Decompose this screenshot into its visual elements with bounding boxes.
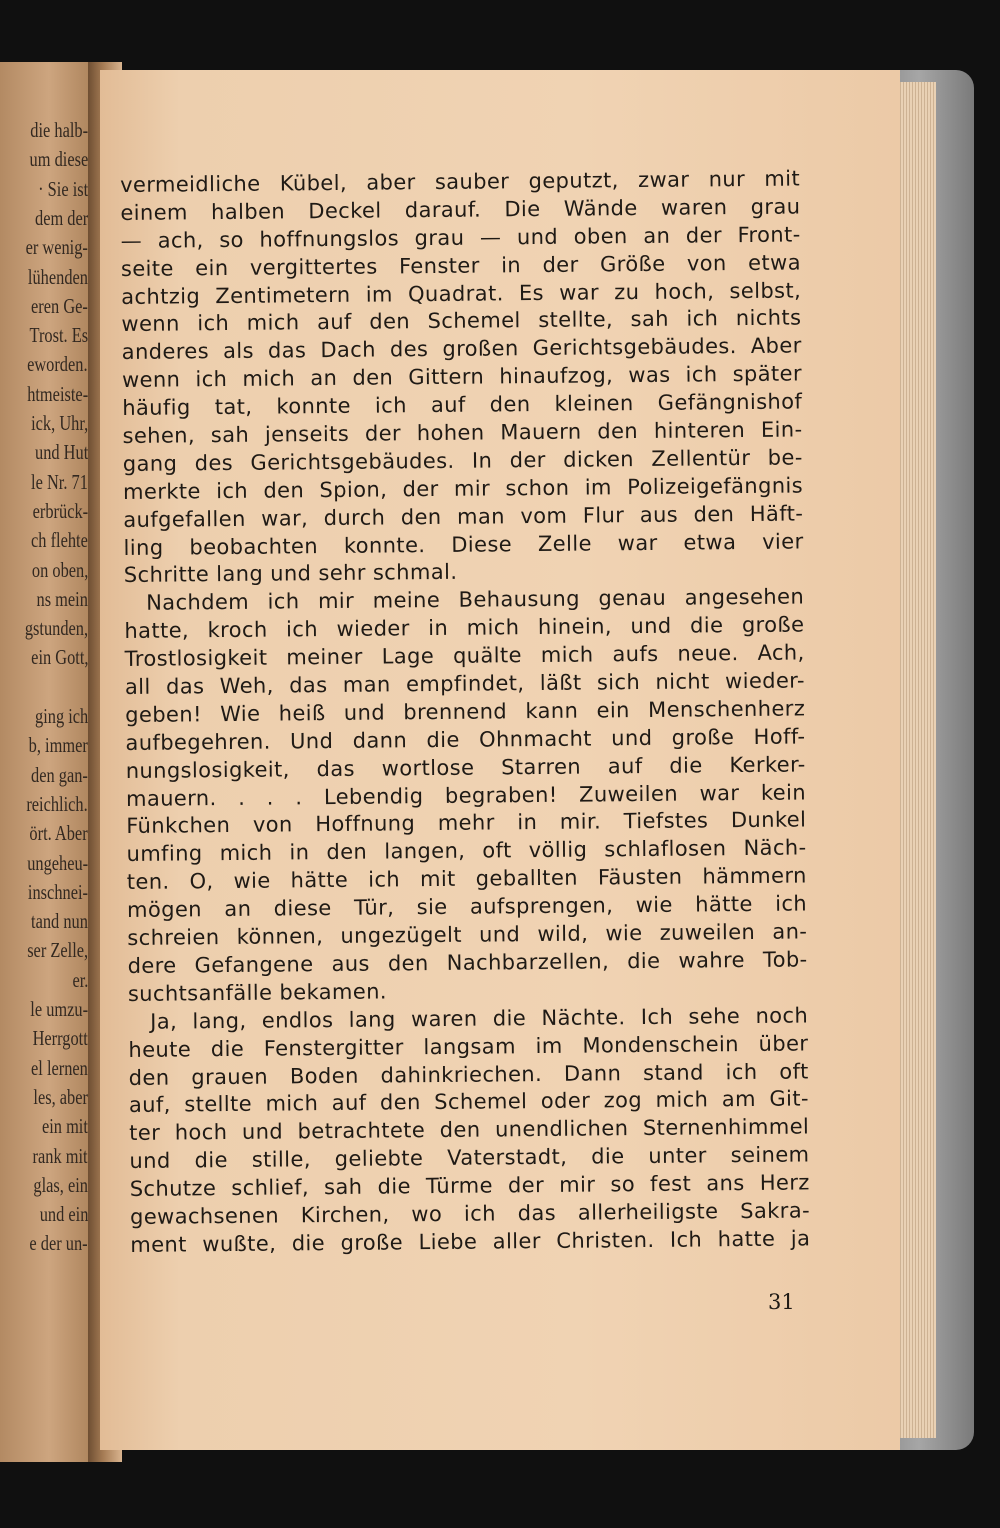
previous-page-line: inschnei- — [27, 879, 88, 904]
text-line: wenn ich mich auf den Schemel stellte, sah ich nichts — [121, 305, 802, 337]
text-line: nungslosigkeit, das wortlose Starren auf die Kerker- — [125, 752, 806, 783]
text-line: Fünkchen von Hoffnung mehr in mir. Tiefstes Dunkel — [126, 807, 807, 839]
previous-page-line: und Hut — [34, 440, 88, 465]
page-number: 31 — [768, 1290, 795, 1314]
previous-page-line: les, aber — [33, 1084, 88, 1109]
text-line: häufig tat, konnte ich auf den kleinen Gefängnishof — [122, 389, 803, 421]
text-line: Nachdem ich mir meine Behausung genau angesehen — [146, 584, 805, 616]
previous-page-line: um diese — [29, 147, 88, 172]
text-line: mauern. . . . Lebendig begraben! Zuweilen war kein — [125, 780, 807, 811]
previous-page-line: on oben, — [31, 557, 88, 582]
text-line: mögen an diese Tür, sie aufsprengen, wie hätte ich — [126, 891, 808, 923]
page-text — [120, 165, 810, 1259]
text-line: suchtsanfälle bekamen. — [127, 979, 388, 1006]
previous-page-line: ch flehte — [31, 528, 88, 553]
text-line: sehen, sah jenseits der hohen Mauern den hinteren Ein- — [122, 417, 803, 449]
previous-page-line: die halb- — [30, 118, 88, 142]
previous-page-line: ein mit — [42, 1114, 88, 1139]
previous-page-line: erbrück- — [32, 498, 88, 523]
previous-page-line: Trost. Es — [29, 323, 88, 348]
text-line: Trostlosigkeit meiner Lage quälte mich aufs neue. Ach, — [124, 640, 805, 672]
previous-page-line: ick, Uhr, — [30, 411, 88, 435]
text-line: auf, stellte mich auf den Schemel oder zog mich am Git- — [128, 1086, 810, 1118]
text-line: hatte, kroch ich wieder in mich hinein, und die große — [124, 612, 805, 644]
previous-page-line: gstunden, — [24, 616, 88, 641]
text-line: Schutze schlief, sah die Türme der mir so fest ans Herz — [129, 1170, 810, 1202]
previous-page-line: tand nun — [31, 909, 88, 934]
previous-page-edge — [0, 62, 98, 1462]
text-line: und die stille, geliebte Vaterstadt, die unter seinem — [129, 1142, 810, 1174]
previous-page-line: eren Ge- — [31, 293, 88, 318]
text-line: vermeidliche Kübel, aber sauber geputzt, zwar nur mit — [120, 166, 801, 197]
previous-page-line: · Sie ist — [37, 176, 88, 201]
text-line: umfing mich in den langen, oft völlig schlaflosen Näch- — [126, 835, 807, 867]
previous-page-line: den gan- — [31, 762, 88, 787]
text-line: all das Weh, das man empfindet, läßt sich nicht wieder- — [124, 668, 806, 700]
text-line: wenn ich mich an den Gittern hinaufzog, was ich später — [121, 361, 803, 393]
text-line: gewachsenen Kirchen, wo ich das allerheiligste Sakra- — [129, 1198, 811, 1229]
previous-page-line: ser Zelle, — [27, 938, 88, 963]
previous-page-line: htmeiste- — [27, 381, 88, 406]
text-line: Ja, lang, endlos lang waren die Nächte. Ich sehe noch — [150, 1003, 809, 1034]
previous-page-line: dem der — [34, 205, 88, 230]
text-line: Schritte lang und sehr schmal. — [123, 560, 458, 588]
text-line: aufgefallen war, durch den man vom Flur aus den Häft- — [123, 501, 804, 532]
previous-page-line: ungeheu- — [27, 850, 88, 875]
previous-page-line: le umzu- — [30, 997, 88, 1021]
text-line: seite ein vergittertes Fenster in der Größe von etwa — [120, 250, 802, 281]
text-line: aufbegehren. Und dann die Ohnmacht und große Hoff- — [125, 724, 806, 755]
previous-page-line: e der un- — [29, 1231, 88, 1256]
text-line: anderes als das Dach des großen Gerichtsgebäudes. Aber — [121, 333, 802, 365]
previous-page-line: rank mit — [32, 1143, 88, 1168]
text-line: den grauen Boden dahinkriechen. Dann stand ich oft — [128, 1058, 809, 1090]
previous-page-line: ging ich — [34, 704, 88, 728]
previous-page-line: er. — [72, 967, 88, 992]
text-line: ten. O, wie hätte ich mit geballten Fäusten hämmern — [126, 863, 807, 895]
previous-page-line: reichlich. — [26, 791, 88, 816]
previous-page-line: glas, ein — [33, 1172, 88, 1197]
previous-page-line: ein Gott, — [30, 645, 88, 670]
previous-page-line: Herrgott — [32, 1026, 88, 1051]
previous-page-line: und ein — [39, 1202, 88, 1227]
text-line: einem halben Deckel darauf. Die Wände waren grau — [120, 194, 801, 225]
previous-page-line: el lernen — [31, 1055, 88, 1080]
text-line: ling beobachten konnte. Diese Zelle war etwa vier — [123, 529, 804, 560]
previous-page-line: le Nr. 71 — [31, 469, 88, 494]
text-line: merkte ich den Spion, der mir schon im Polizeigefängnis — [122, 473, 804, 504]
text-line: gang des Gerichtsgebäudes. In der dicken Zellentür be- — [122, 445, 803, 476]
text-line: achtzig Zentimetern im Quadrat. Es war zu hoch, selbst, — [121, 278, 802, 309]
text-line: heute die Fenstergitter langsam im Mondenschein über — [128, 1031, 809, 1062]
text-line: — ach, so hoffnungslos grau — und oben an der Front- — [120, 222, 801, 253]
text-line: ter hoch und betrachtete den unendlichen Sternenhimmel — [129, 1114, 810, 1146]
text-line: geben! Wie heiß und brennend kann ein Menschenherz — [125, 696, 806, 727]
previous-page-line: b, immer — [28, 733, 88, 758]
previous-page-line: er wenig- — [25, 235, 88, 260]
text-line: ment wußte, die große Liebe aller Christen. Ich hatte ja — [130, 1226, 811, 1257]
previous-page-line: lühenden — [27, 264, 88, 289]
previous-page-line: ns mein — [36, 586, 88, 611]
text-line: dere Gefangene aus den Nachbarzellen, die wahre Tob- — [127, 947, 808, 978]
previous-page-line: ört. Aber — [29, 821, 88, 846]
previous-page-line: eworden. — [27, 352, 88, 377]
text-line: schreien können, ungezügelt und wild, wie zuweilen an- — [127, 919, 808, 951]
